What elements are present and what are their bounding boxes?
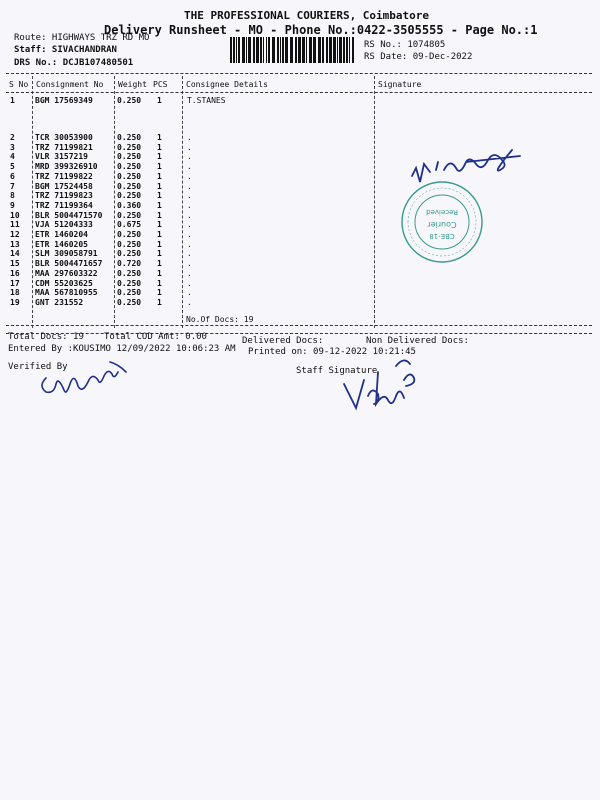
row-weight: 0.250 [117, 181, 142, 191]
row-pcs: 1 [157, 133, 162, 142]
total-docs: Total Docs: 19 [8, 332, 84, 342]
row-pcs: 1 [157, 278, 162, 288]
row-consignment-no: BLR 5004471657 [35, 259, 103, 269]
row-consignee: T.STANES [187, 96, 226, 105]
row-consignee: . [187, 171, 192, 181]
row-sno: 3 [10, 142, 15, 152]
row-weight: 0.675 [117, 220, 142, 230]
row-sno: 5 [10, 162, 15, 172]
row-weight: 0.250 [117, 152, 142, 162]
row-weight: 0.250 [117, 249, 142, 259]
row-consignment-no: BGM 17569349 [35, 96, 93, 105]
row-consignment-no: TRZ 71199823 [35, 191, 93, 201]
row-weight: 0.250 [117, 162, 142, 172]
rs-date: RS Date: 09-Dec-2022 [364, 52, 473, 62]
row-weight: 0.250 [117, 297, 142, 307]
stamp-line-3: Received [426, 208, 458, 216]
no-of-docs: No.Of Docs: 19 [186, 315, 254, 324]
row-sno: 17 [10, 278, 20, 288]
stamp-line-1: CBE-18 [429, 232, 455, 240]
row-consignee: . [187, 191, 192, 201]
row-consignment-no: ETR 1460204 [35, 230, 88, 239]
row-sno: 6 [10, 171, 15, 181]
row-pcs: 1 [157, 162, 162, 172]
company-name: THE PROFESSIONAL COURIERS, Coimbatore [184, 9, 430, 22]
row-consignment-no: BGM 17524458 [35, 181, 93, 191]
row-pcs: 1 [157, 259, 162, 269]
entered-by: Entered By :KOUSIMO 12/09/2022 10:06:23 AM [8, 344, 236, 354]
recipient-signature [412, 150, 520, 182]
row-sno: 9 [10, 200, 15, 210]
row-weight: 0.250 [117, 210, 142, 220]
row-sno: 2 [10, 133, 15, 142]
row-consignment-no: TRZ 71199822 [35, 171, 93, 181]
row-consignee: . [187, 142, 192, 152]
row-consignment-no: MAA 567810955 [35, 288, 98, 298]
row-pcs: 1 [157, 142, 162, 152]
row-pcs: 1 [157, 288, 162, 298]
row-sno: 4 [10, 152, 15, 162]
delivered-docs: Delivered Docs: [242, 336, 324, 346]
row-pcs: 1 [157, 249, 162, 259]
row-pcs: 1 [157, 268, 162, 278]
row-pcs: 1 [157, 220, 162, 230]
row-weight: 0.250 [117, 96, 142, 105]
row-weight: 0.250 [117, 142, 142, 152]
col-weight: Weight [118, 80, 147, 89]
col-consignment: Consignment No [36, 80, 104, 89]
row-weight: 0.250 [117, 191, 142, 201]
row-weight: 0.720 [117, 259, 142, 269]
row-sno: 14 [10, 249, 20, 259]
row-sno: 1 [10, 96, 15, 105]
col-pcs: PCS [153, 80, 168, 89]
total-cod: Total COD Amt: 0.00 [104, 332, 207, 342]
row-consignment-no: ETR 1460205 [35, 239, 88, 249]
row-consignee: . [187, 297, 192, 307]
row-consignee: . [187, 239, 192, 249]
document-title: Delivery Runsheet - MO - Phone No.:0422-3505555 - Page No.:1 [104, 23, 538, 37]
col-sno: S No [9, 80, 29, 89]
row-consignment-no: TRZ 71199821 [35, 142, 93, 152]
row-sno: 15 [10, 259, 20, 269]
row-pcs: 1 [157, 210, 162, 220]
row-sno: 16 [10, 268, 20, 278]
row-consignment-no: TRZ 71199364 [35, 200, 93, 210]
row-pcs: 1 [157, 200, 162, 210]
row-pcs: 1 [157, 171, 162, 181]
route-label: Route: HIGHWAYS TRZ RD MO [14, 33, 150, 43]
row-sno: 10 [10, 210, 20, 220]
row-pcs: 1 [157, 297, 162, 307]
row-consignment-no: VJA 51204333 [35, 220, 93, 230]
printed-on: Printed on: 09-12-2022 10:21:45 [248, 347, 416, 357]
received-stamp [402, 182, 482, 262]
row-pcs: 1 [157, 181, 162, 191]
row-consignee: . [187, 230, 192, 239]
row-consignee: . [187, 268, 192, 278]
rs-number: RS No.: 1074805 [364, 40, 446, 50]
row-sno: 18 [10, 288, 20, 298]
row-consignee: . [187, 249, 192, 259]
drs-number: DRS No.: DCJB107480501 [14, 58, 134, 68]
row-consignment-no: GNT 231552 [35, 297, 84, 307]
row-sno: 11 [10, 220, 20, 230]
row-pcs: 1 [157, 191, 162, 201]
row-weight: 0.250 [117, 268, 142, 278]
verifier-signature [42, 362, 126, 392]
row-consignment-no: CDM 55203625 [35, 278, 93, 288]
verified-by-label: Verified By [8, 362, 68, 372]
row-consignment-no: SLM 309058791 [35, 249, 98, 259]
staff-label: Staff: SIVACHANDRAN [14, 45, 117, 55]
row-sno: 13 [10, 239, 20, 249]
row-sno: 7 [10, 181, 15, 191]
stamp-line-2: Courier [427, 220, 457, 229]
row-consignee: . [187, 152, 192, 162]
staff-signature-label: Staff Signature [296, 366, 378, 376]
row-pcs: 1 [157, 239, 162, 249]
row-weight: 0.250 [117, 288, 142, 298]
row-consignment-no: MAA 297603322 [35, 268, 98, 278]
row-weight: 0.250 [117, 133, 142, 142]
row-consignee: . [187, 220, 192, 230]
row-consignee: . [187, 210, 192, 220]
row-consignee: . [187, 181, 192, 191]
col-consignee: Consignee Details [186, 80, 268, 89]
row-consignee: . [187, 259, 192, 269]
row-consignment-no: BLR 5004471570 [35, 210, 103, 220]
staff-signature [344, 360, 414, 408]
row-consignment-no: MRD 399326910 [35, 162, 98, 172]
row-weight: 0.250 [117, 230, 142, 239]
row-pcs: 1 [157, 230, 162, 239]
row-consignee: . [187, 133, 192, 142]
row-pcs: 1 [157, 96, 162, 105]
row-weight: 0.250 [117, 239, 142, 249]
row-sno: 8 [10, 191, 15, 201]
row-sno: 12 [10, 230, 20, 239]
row-consignment-no: VLR 3157219 [35, 152, 88, 162]
col-signature: Signature [378, 80, 422, 89]
row-consignee: . [187, 278, 192, 288]
row-pcs: 1 [157, 152, 162, 162]
row-sno: 19 [10, 297, 20, 307]
row-weight: 0.250 [117, 278, 142, 288]
row-consignee: . [187, 162, 192, 172]
row-weight: 0.250 [117, 171, 142, 181]
row-consignee: . [187, 200, 192, 210]
row-consignment-no: TCR 30053900 [35, 133, 93, 142]
row-weight: 0.360 [117, 200, 142, 210]
non-delivered-docs: Non Delivered Docs: [366, 336, 469, 346]
row-consignee: . [187, 288, 192, 298]
